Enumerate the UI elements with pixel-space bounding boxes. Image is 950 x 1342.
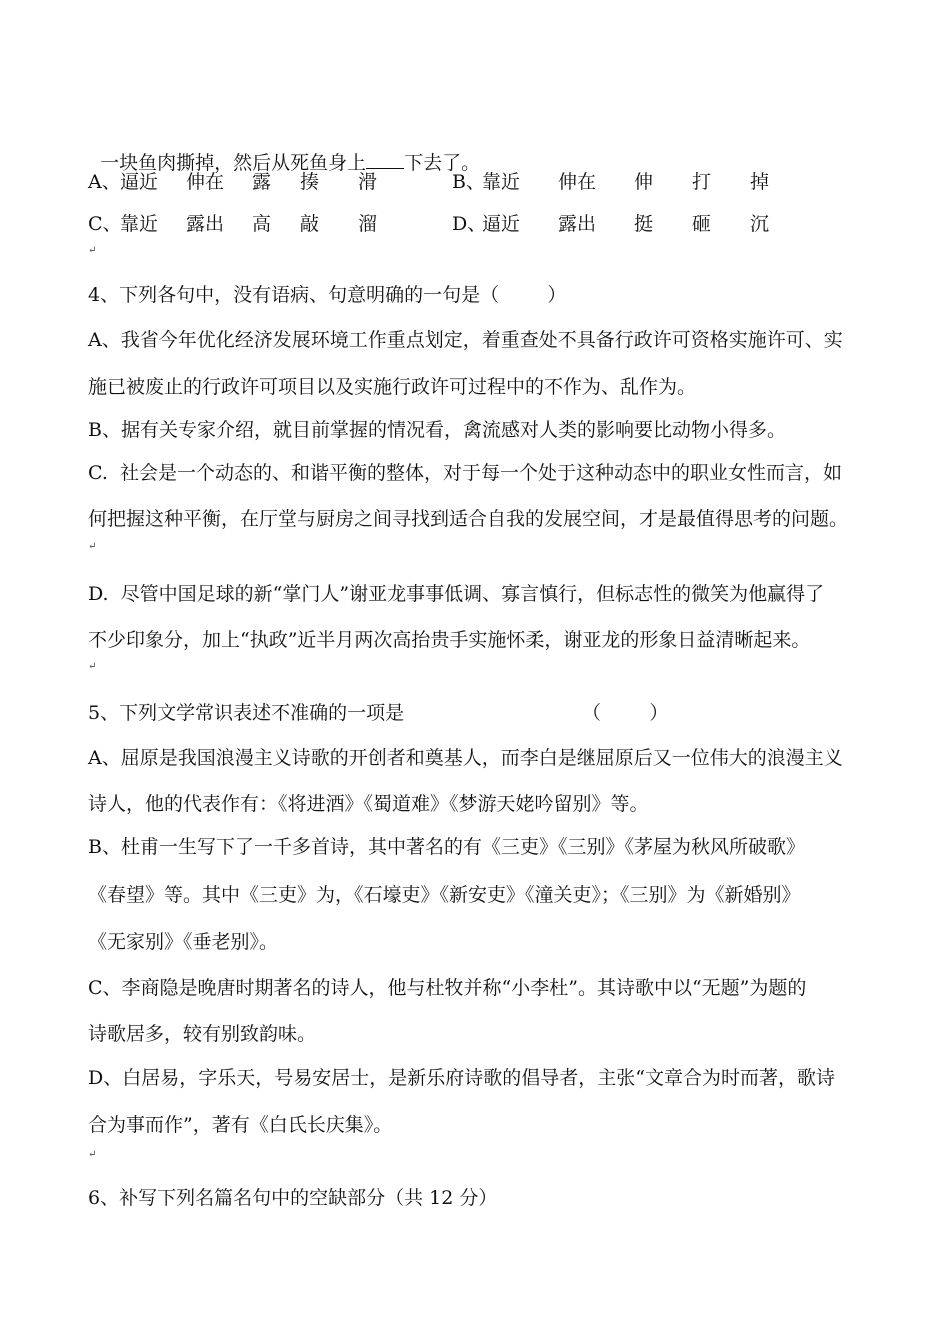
paragraph-mark: ↵ — [88, 245, 97, 256]
q5-option-b-line-3: 《无家别》《垂老别》。 — [88, 931, 279, 953]
q3-option-b-word-2: 伸在 — [558, 171, 597, 193]
q4-option-a-line-1: A、我省今年优化经济发展环境工作重点划定，着重查处不具备行政许可资格实施许可、实 — [88, 329, 843, 351]
q5-option-d-line-1: D、白居易，字乐天，号易安居士，是新乐府诗歌的倡导者，主张“文章合为时而著，歌诗 — [88, 1067, 835, 1089]
q3-option-d-label: D、 — [452, 213, 487, 235]
q5-stem: 5、下列文学常识表述不准确的一项是 — [88, 702, 405, 724]
q4-option-c-line-2: 何把握这种平衡，在厅堂与厨房之间寻找到适合自我的发展空间，才是最值得思考的问题。 — [88, 508, 849, 530]
paragraph-mark: ↵ — [88, 541, 97, 552]
q3-option-d-word-5: 沉 — [750, 213, 770, 235]
q3-option-a-word-2: 伸在 — [186, 171, 225, 193]
q3-option-a-word-4: 揍 — [300, 171, 320, 193]
q3-option-d-word-2: 露出 — [558, 213, 597, 235]
paragraph-mark: ↵ — [88, 661, 97, 672]
q3-option-b-label: B、 — [452, 171, 485, 193]
q3-option-b-word-5: 掉 — [750, 171, 770, 193]
q3-option-d-word-3: 挺 — [634, 213, 654, 235]
q4-option-d-line-1: D. 尽管中国足球的新“掌门人”谢亚龙事事低调、寡言慎行，但标志性的微笑为他赢得了 — [88, 583, 825, 605]
q5-option-c-line-2: 诗歌居多，较有别致韵味。 — [88, 1023, 317, 1045]
q3-option-a-word-5: 滑 — [358, 171, 378, 193]
q3-tail-text-before: 一块鱼肉撕掉，然后从死鱼身上 — [100, 152, 367, 174]
q3-tail-line — [88, 126, 480, 175]
q3-option-d-word-4: 砸 — [692, 213, 712, 235]
paragraph-mark: ↵ — [88, 1149, 97, 1160]
q3-option-c-word-4: 敲 — [300, 213, 320, 235]
q5-answer-paren: （ ） — [582, 702, 669, 724]
q3-tail-text-after: 下去了。 — [404, 152, 481, 174]
q3-option-c-word-5: 溜 — [358, 213, 378, 235]
q3-option-c-word-3: 高 — [252, 213, 272, 235]
q3-option-a-label: A、 — [88, 171, 121, 193]
q5-option-c-line-1: C、李商隐是晚唐时期著名的诗人，他与杜牧并称“小李杜”。其诗歌中以“无题”为题的 — [88, 977, 807, 999]
q4-stem: 4、下列各句中，没有语病、句意明确的一句是（ ） — [88, 284, 567, 306]
q3-tail-blank — [366, 150, 404, 169]
q5-option-a-line-2: 诗人，他的代表作有：《将进酒》《蜀道难》《梦游天姥吟留别》等。 — [88, 793, 649, 815]
q6-stem: 6、补写下列名篇名句中的空缺部分（共 12 分） — [88, 1187, 498, 1209]
q5-option-d-line-2: 合为事而作”，著有《白氏长庆集》。 — [88, 1114, 393, 1136]
q3-option-a-word-3: 露 — [252, 171, 272, 193]
q4-option-d-line-2: 不少印象分，加上“执政”近半月两次高抬贵手实施怀柔，谢亚龙的形象日益清晰起来。 — [88, 629, 811, 651]
q4-option-c-line-1: C. 社会是一个动态的、和谐平衡的整体，对于每一个处于这种动态中的职业女性而言，如 — [88, 462, 842, 484]
q5-option-b-line-1: B、杜甫一生写下了一千多首诗，其中著名的有《三吏》《三别》《茅屋为秋风所破歌》 — [88, 836, 805, 858]
q3-option-d-word-1: 逼近 — [482, 213, 521, 235]
q4-option-b-line-1: B、据有关专家介绍，就目前掌握的情况看，禽流感对人类的影响要比动物小得多。 — [88, 419, 786, 441]
q5-option-a-line-1: A、屈原是我国浪漫主义诗歌的开创者和奠基人，而李白是继屈原后又一位伟大的浪漫主义 — [88, 747, 843, 769]
q3-option-c-word-1: 靠近 — [120, 213, 159, 235]
q3-option-b-word-1: 靠近 — [482, 171, 521, 193]
q3-option-c-word-2: 露出 — [186, 213, 225, 235]
q3-option-b-word-3: 伸 — [634, 171, 654, 193]
q3-option-c-label: C、 — [88, 213, 122, 235]
q3-option-b-word-4: 打 — [692, 171, 712, 193]
q4-option-a-line-2: 施已被废止的行政许可项目以及实施行政许可过程中的不作为、乱作为。 — [88, 376, 697, 398]
q3-option-a-word-1: 逼近 — [120, 171, 159, 193]
q5-option-b-line-2: 《春望》等。其中《三吏》为，《石壕吏》《新安吏》《潼关吏》；《三别》为《新婚别》 — [88, 884, 801, 906]
